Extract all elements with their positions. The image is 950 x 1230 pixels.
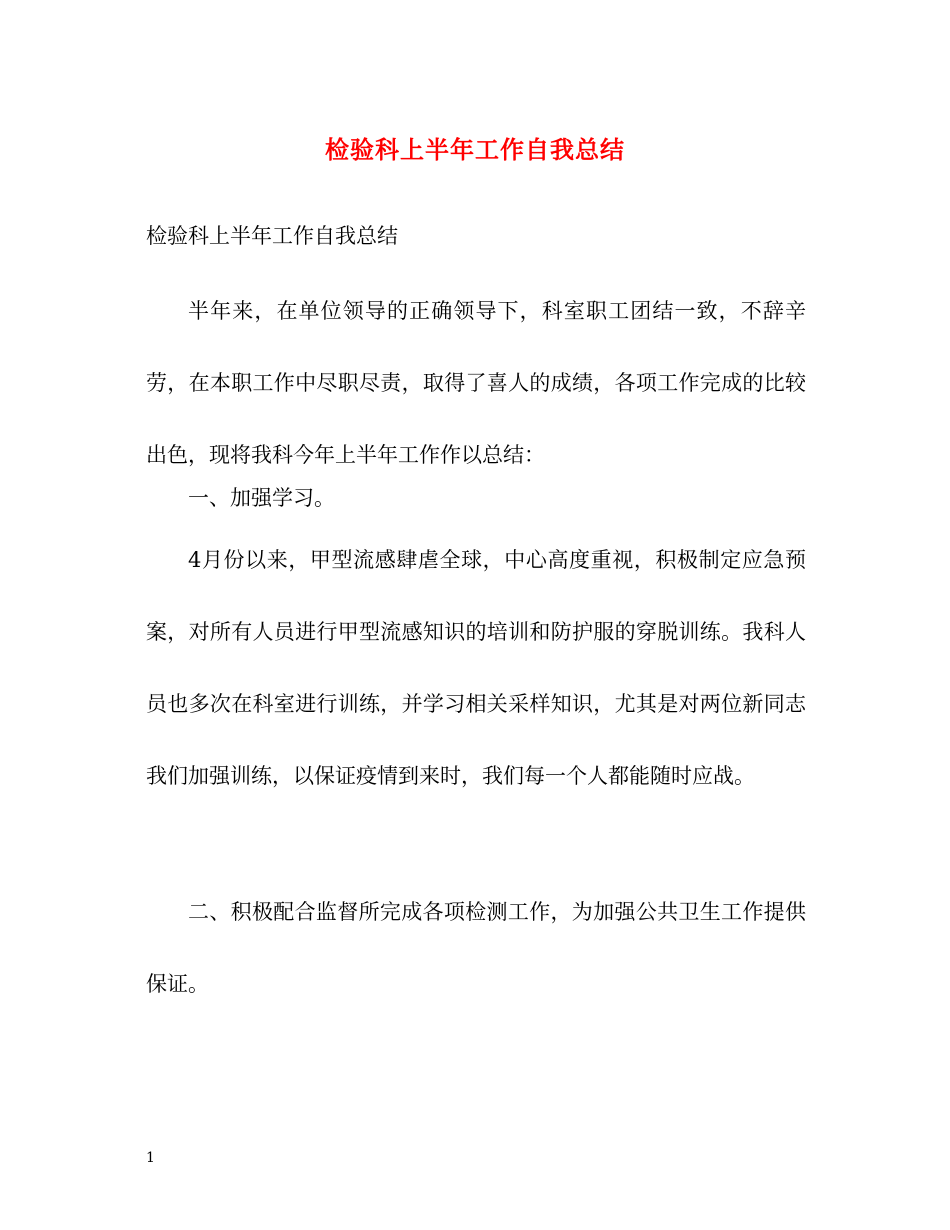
section-heading-1: 一、加强学习。 bbox=[188, 486, 335, 510]
page-number: 1 bbox=[146, 1150, 155, 1166]
section-heading-2: 二、积极配合监督所完成各项检测工作，为加强公共卫生工作提供保证。 bbox=[146, 900, 806, 996]
paragraph-intro: 半年来，在单位领导的正确领导下，科室职工团结一致，不辞辛劳，在本职工作中尽职尽责，取得了喜人的成绩，各项工作完成的比较出色，现将我科今年上半年工作作以总结： bbox=[146, 299, 806, 467]
document-subtitle: 检验科上半年工作自我总结 bbox=[146, 224, 398, 248]
page-title: 检验科上半年工作自我总结 bbox=[325, 135, 625, 164]
paragraph-section-1: 4月份以来，甲型流感肆虐全球，中心高度重视，积极制定应急预案，对所有人员进行甲型流感知识的培训和防护服的穿脱训练。我科人员也多次在科室进行训练，并学习相关采样知识，尤其是对两位新同志我们加强训练，以保证疫情到来时，我们每一个人都能随时应战。 bbox=[146, 548, 806, 788]
